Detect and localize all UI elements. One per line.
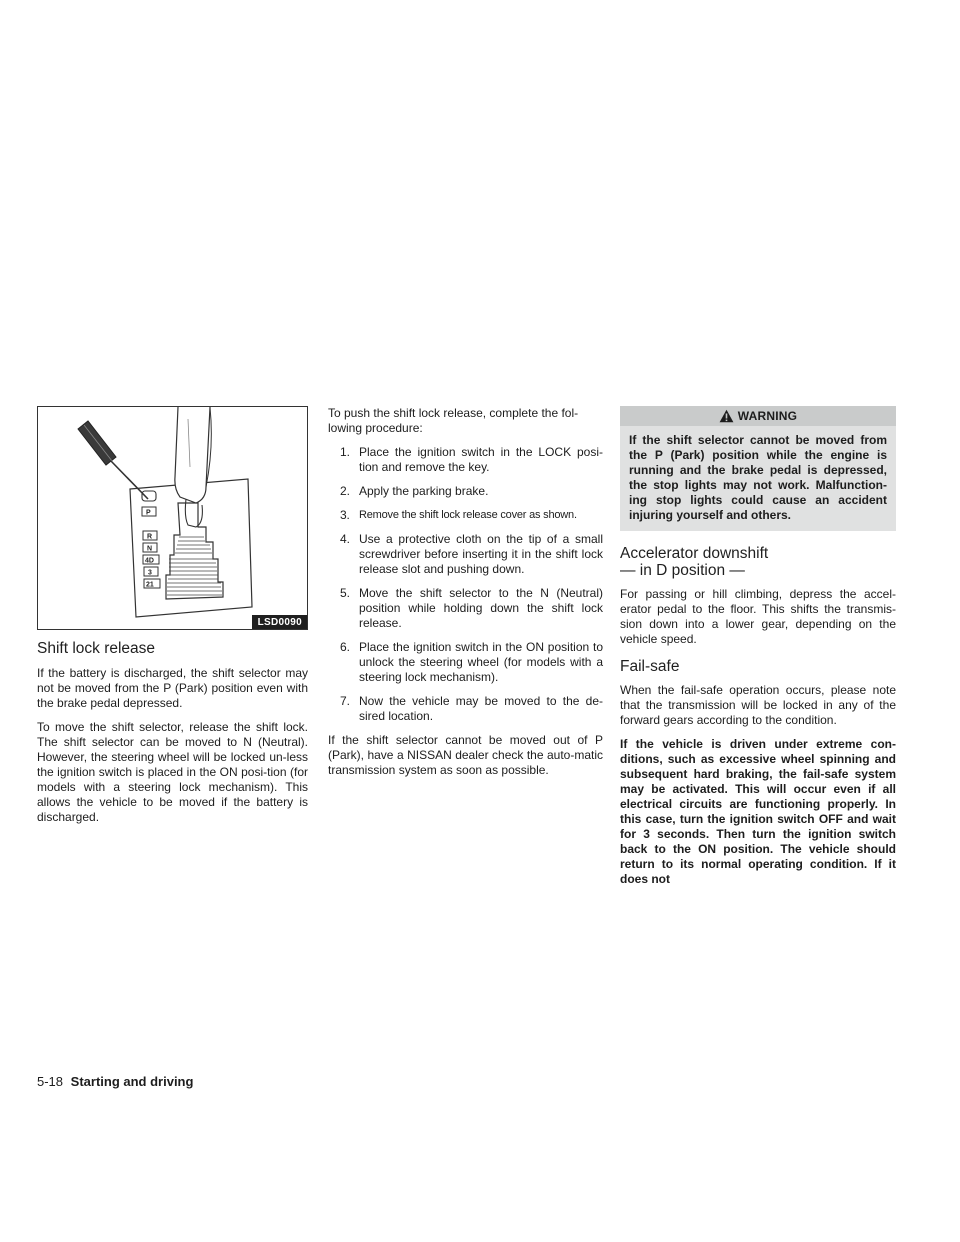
gear-label-4d: 4D <box>145 557 154 565</box>
step-text: Apply the parking brake. <box>359 484 489 498</box>
column-right <box>620 406 896 896</box>
accelerator-heading-line-2: — in D position — <box>620 562 745 579</box>
step-number: 7. <box>340 694 351 708</box>
step-text: Place the ignition switch in the ON position to unlock the steering wheel (for models with a steering lock mechanism). <box>359 640 603 684</box>
procedure-step <box>328 694 603 724</box>
accelerator-heading <box>620 545 896 579</box>
failsafe-heading: Fail-safe <box>620 658 680 675</box>
warning-box <box>620 406 896 531</box>
warning-text: If the shift selector cannot be moved from the P (Park) position while the engine is running and the brake pedal is depressed, the stop lights may not work. Malfunction-ing stop lights could cause an accident injuring yourself and others. <box>629 433 887 522</box>
section-title: Starting and driving <box>70 1074 194 1089</box>
step-text: Move the shift selector to the N (Neutral) position while holding down the shift lock release. <box>359 586 603 630</box>
gear-label-r: R <box>147 533 153 541</box>
shift-lock-paragraph-2: To move the shift selector, release the shift lock. The shift selector can be moved to N (Neutral). However, the steering wheel will be locked un-less the ignition switch is placed in the ON posi-tion (for models with a steering lock mechanism). This allows the vehicle to be moved if the battery is discharged. <box>37 720 308 824</box>
step-text: Use a protective cloth on the tip of a small screwdriver before inserting it in the shift lock release slot and pushing down. <box>359 532 603 576</box>
procedure-step <box>328 532 603 577</box>
shift-lock-figure <box>37 406 308 630</box>
step-number: 1. <box>340 445 351 459</box>
column-middle <box>328 406 603 787</box>
warning-icon <box>719 409 734 423</box>
gear-label-n: N <box>147 545 153 553</box>
column-left <box>37 406 308 834</box>
shift-lock-paragraph-1: If the battery is discharged, the shift selector may not be moved from the P (Park) position even with the brake pedal depressed. <box>37 666 308 710</box>
accelerator-heading-line-1: Accelerator downshift <box>620 545 769 562</box>
procedure-closing: If the shift selector cannot be moved out of P (Park), have a NISSAN dealer check the auto-matic transmission system as soon as possible. <box>328 733 603 777</box>
failsafe-paragraph-2: If the vehicle is driven under extreme con-ditions, such as excessive wheel spinning and subsequent hard braking, the fail-safe system may be activated. This will occur even if all electrical circuits are functioning properly. In this case, turn the ignition switch OFF and wait for 3 seconds. Then turn the ignition switch back to the ON position. The vehicle should return to its normal operating condition. If it does not <box>620 737 896 886</box>
procedure-step <box>328 484 603 499</box>
procedure-step <box>328 508 603 523</box>
step-number: 6. <box>340 640 351 654</box>
warning-title: WARNING <box>737 409 798 423</box>
gear-label-21: 21 <box>146 581 154 589</box>
procedure-intro: To push the shift lock release, complete the fol-lowing procedure: <box>328 406 579 435</box>
step-text: Now the vehicle may be moved to the de-sired location. <box>359 694 603 723</box>
procedure-steps <box>328 445 603 724</box>
procedure-step <box>328 445 603 475</box>
gear-label-3: 3 <box>148 569 152 577</box>
procedure-step <box>328 640 603 685</box>
step-text: Place the ignition switch in the LOCK posi-tion and remove the key. <box>359 445 603 474</box>
page-footer <box>37 1074 193 1089</box>
step-number: 2. <box>340 484 351 498</box>
step-number: 4. <box>340 532 351 546</box>
accelerator-paragraph: For passing or hill climbing, depress the accel-erator pedal to the floor. This shifts the transmis-sion down into a lower gear, depending on the vehicle speed. <box>620 587 896 646</box>
procedure-step <box>328 586 603 631</box>
gear-label-p: P <box>146 509 151 517</box>
warning-header <box>620 406 896 426</box>
figure-code: LSD0090 <box>252 615 307 629</box>
step-text: Remove the shift lock release cover as shown. <box>359 509 577 521</box>
page-number: 5-18 <box>37 1074 64 1089</box>
shift-lock-heading: Shift lock release <box>37 640 156 657</box>
shift-selector-illustration <box>38 407 307 629</box>
failsafe-paragraph-1: When the fail-safe operation occurs, please note that the transmission will be locked in any of the forward gears according to the condition. <box>620 683 896 727</box>
step-number: 3. <box>340 508 350 522</box>
step-number: 5. <box>340 586 351 600</box>
